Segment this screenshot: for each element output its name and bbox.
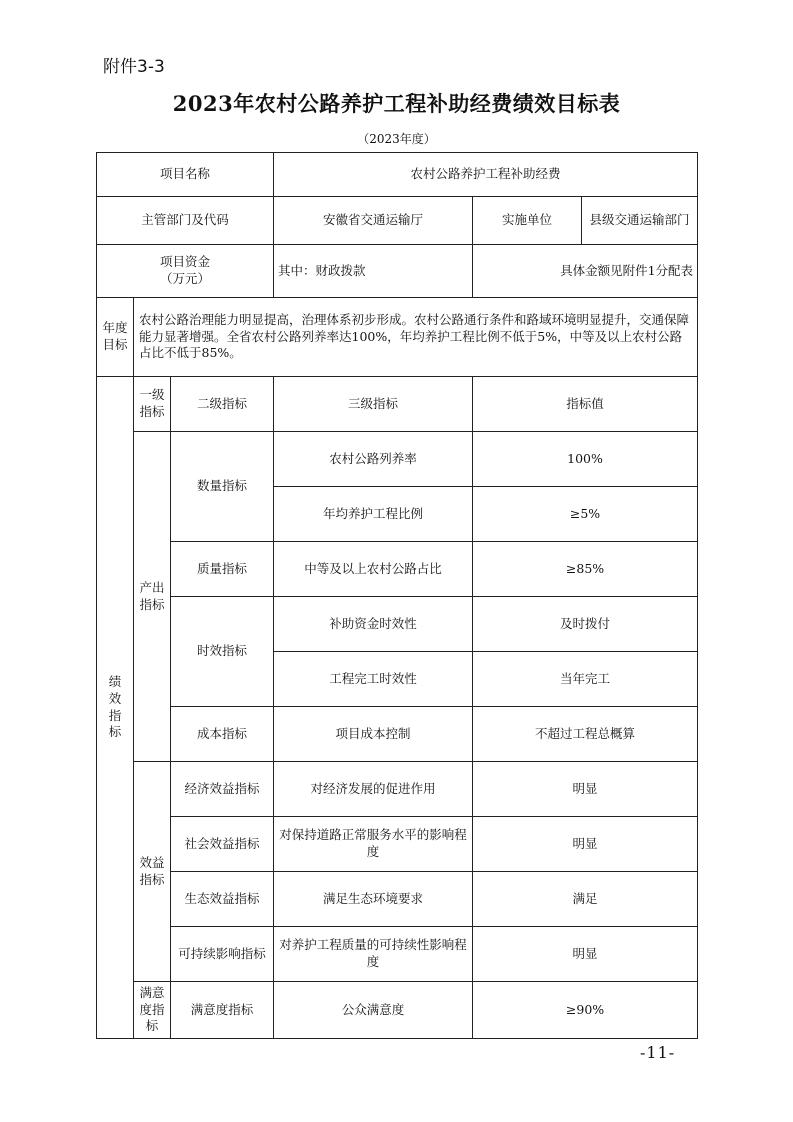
performance-goal-table (96, 152, 698, 1039)
level3-cell: 补助资金时效性 (274, 597, 473, 652)
implementing-unit-label: 实施单位 (473, 197, 582, 245)
level1-header-line1: 一级 (139, 387, 165, 403)
satisfaction-indicator: 满意度指标 (171, 982, 274, 1039)
level1-header-line2: 指标 (139, 404, 165, 419)
level3-cell: 公众满意度 (274, 982, 473, 1039)
department-label: 主管部门及代码 (97, 197, 274, 245)
sustainable-impact-indicator: 可持续影响指标 (171, 927, 274, 982)
funding-source: 其中：财政拨款 (274, 245, 473, 298)
value-cell: 100% (473, 432, 698, 487)
value-cell: 当年完工 (473, 652, 698, 707)
value-cell: 满足 (473, 872, 698, 927)
level3-cell: 对养护工程质量的可持续性影响程度 (274, 927, 473, 982)
value-header: 指标值 (473, 377, 698, 432)
output-label-line2: 指标 (139, 596, 165, 612)
ecological-benefit-indicator: 生态效益指标 (171, 872, 274, 927)
document-title: 2023年农村公路养护工程补助经费绩效目标表 (172, 91, 621, 116)
value-cell: ≥5% (473, 487, 698, 542)
value-cell: 及时拨付 (473, 597, 698, 652)
level2-header: 二级指标 (171, 377, 274, 432)
level3-cell: 农村公路列养率 (274, 432, 473, 487)
satisfaction-indicator-label (134, 982, 171, 1039)
timeliness-indicator: 时效指标 (171, 597, 274, 707)
implementing-unit-value: 县级交通运输部门 (582, 197, 698, 245)
cost-indicator: 成本指标 (171, 707, 274, 762)
project-name-label: 项目名称 (97, 153, 274, 197)
project-name-value: 农村公路养护工程补助经费 (274, 153, 698, 197)
benefit-label-line1: 效益 (139, 854, 165, 870)
social-benefit-indicator: 社会效益指标 (171, 817, 274, 872)
perf-label-char-1: 绩 (108, 673, 122, 689)
level3-cell: 对保持道路正常服务水平的影响程度 (274, 817, 473, 872)
value-cell: 明显 (473, 927, 698, 982)
quality-indicator: 质量指标 (171, 542, 274, 597)
satisfaction-label-line3: 标 (145, 1018, 159, 1034)
annual-goal-label-line2: 目标 (102, 337, 128, 352)
level3-cell: 工程完工时效性 (274, 652, 473, 707)
value-cell: ≥85% (473, 542, 698, 597)
level3-cell: 满足生态环境要求 (274, 872, 473, 927)
annual-goal-label-line1: 年度 (102, 320, 128, 336)
economic-benefit-indicator: 经济效益指标 (171, 762, 274, 817)
value-cell: 明显 (473, 762, 698, 817)
department-value: 安徽省交通运输厅 (274, 197, 473, 245)
perf-label-char-4: 标 (108, 724, 122, 740)
value-cell: 明显 (473, 817, 698, 872)
perf-label-char-3: 指 (108, 707, 122, 723)
satisfaction-label-line2: 度指 (139, 1001, 165, 1017)
value-cell: ≥90% (473, 982, 698, 1039)
quantity-indicator: 数量指标 (171, 432, 274, 542)
annual-goal-text: 农村公路治理能力明显提高，治理体系初步形成。农村公路通行条件和路域环境明显提升，交通保障能力显著增强。全省农村公路列养率达100%，年均养护工程比例不低于5%，中等及以上农村公路占比不低于85%。 (134, 298, 698, 377)
level3-cell: 对经济发展的促进作用 (274, 762, 473, 817)
attachment-label: 附件3-3 (103, 57, 165, 77)
year-label: （2023年度） (357, 132, 436, 146)
funding-label-line2: （万元） (160, 271, 211, 286)
level1-header (134, 377, 171, 432)
funding-label-line1: 项目资金 (160, 254, 211, 270)
funding-detail: 具体金额见附件1分配表 (473, 245, 698, 298)
level3-cell: 中等及以上农村公路占比 (274, 542, 473, 597)
funding-label (97, 245, 274, 298)
output-indicator-label (134, 432, 171, 762)
perf-label-char-2: 效 (108, 690, 122, 706)
value-cell: 不超过工程总概算 (473, 707, 698, 762)
performance-indicator-label (97, 377, 134, 1039)
level3-cell: 项目成本控制 (274, 707, 473, 762)
annual-goal-label (97, 298, 134, 377)
level3-cell: 年均养护工程比例 (274, 487, 473, 542)
benefit-indicator-label (134, 762, 171, 982)
level3-header: 三级指标 (274, 377, 473, 432)
page-number: -11- (640, 1043, 676, 1062)
benefit-label-line2: 指标 (139, 871, 165, 887)
satisfaction-label-line1: 满意 (139, 984, 165, 1000)
output-label-line1: 产出 (139, 579, 165, 595)
